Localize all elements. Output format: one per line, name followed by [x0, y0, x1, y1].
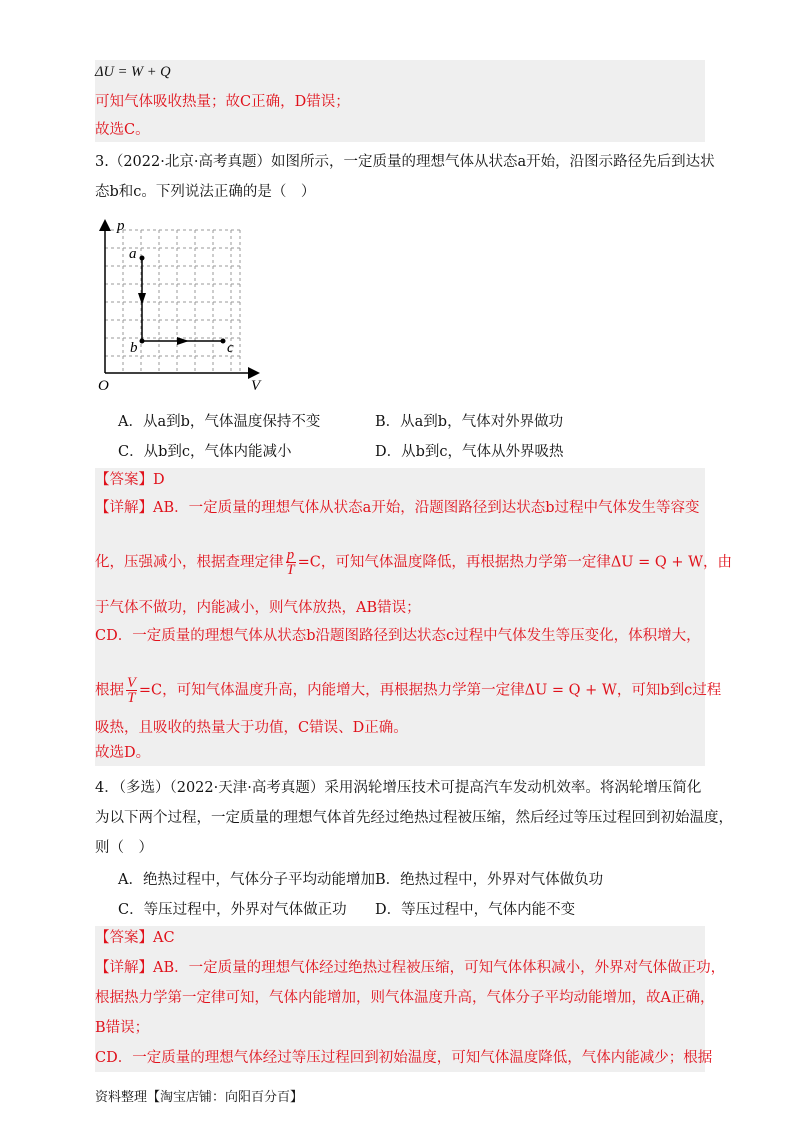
q3-detail-5b: =C，可知气体温度升高，内能增大，再根据热力学第一定律ΔU = Q + W，可知b到c过程 [138, 682, 722, 699]
label-b: b [130, 340, 138, 356]
formula-delta-u: ΔU = W + Q [95, 64, 171, 80]
point-c [221, 339, 226, 344]
q3-answer-block [95, 468, 733, 766]
q4-option-c: C．等压过程中，外界对气体做正功 [118, 902, 347, 918]
q3-option-b: B．从a到b，气体对外界做功 [375, 414, 564, 430]
q4-answer: 【答案】AC [95, 930, 175, 946]
q4-stem-line2: 为以下两个过程，一定质量的理想气体首先经过绝热过程被压缩，然后经过等压过程回到初始温度， [95, 810, 733, 826]
arrow-ab [138, 293, 146, 305]
prev-choice: 故选C。 [95, 122, 150, 138]
label-a: a [129, 246, 137, 262]
label-p: p [117, 218, 125, 234]
q3-fraction-p-over-t: $\frac{p}{T}$ [286, 547, 295, 578]
q4-detail-2: 根据热力学第一定律可知，气体内能增加，则气体温度升高，气体分子平均动能增加，故A正确， [95, 990, 715, 1006]
q3-detail-1: 【详解】AB．一定质量的理想气体从状态a开始，沿题图路径到达状态b过程中气体发生等容变 [95, 500, 700, 516]
q3-fraction-v-over-t: $\frac{V}{T}$ [127, 675, 136, 706]
q3-detail-3: 于气体不做功，内能减小，则气体放热，AB错误； [95, 600, 421, 616]
prev-conclusion: 可知气体吸收热量；故C正确，D错误； [95, 94, 350, 110]
q4-detail-3: B错误； [95, 1020, 150, 1036]
q4-option-b: B．绝热过程中，外界对气体做负功 [375, 872, 604, 888]
q4-stem-line3: 则（ ） [95, 840, 153, 856]
q3-stem-line2: 态b和c。下列说法正确的是（ ） [95, 184, 316, 200]
q3-detail-5 [95, 676, 721, 705]
pv-graph [95, 210, 275, 395]
q3-option-c: C．从b到c，气体内能减小 [118, 444, 292, 460]
q3-detail-4: CD．一定质量的理想气体从状态b沿题图路径到达状态c过程中气体发生等压变化，体积增大， [95, 628, 701, 644]
label-o: O [98, 378, 109, 394]
q4-stem-line1: 4．（多选）（2022·天津·高考真题）采用涡轮增压技术可提高汽车发动机效率。将涡轮增压简化 [95, 780, 702, 796]
q4-option-a: A．绝热过程中，气体分子平均动能增加 [118, 872, 375, 888]
q3-answer: 【答案】D [95, 472, 165, 488]
q4-option-d: D．等压过程中，气体内能不变 [375, 902, 576, 918]
q3-option-a: A．从a到b，气体温度保持不变 [118, 414, 321, 430]
question-4 [95, 776, 733, 856]
q3-detail-5a: 根据 [95, 682, 124, 699]
q3-detail-2a: 化，压强减小，根据查理定律 [95, 554, 284, 571]
point-b [140, 339, 145, 344]
q3-detail-6: 吸热，且吸收的热量大于功值，C错误、D正确。 [95, 720, 408, 736]
q4-detail-1: 【详解】AB．一定质量的理想气体经过绝热过程被压缩，可知气体体积减小，外界对气体做正功， [95, 960, 726, 976]
point-a [140, 256, 145, 261]
label-c: c [227, 340, 234, 356]
q3-stem-line1: 3.（2022·北京·高考真题）如图所示，一定质量的理想气体从状态a开始，沿图示路径先后到达状 [95, 154, 715, 170]
question-3 [95, 150, 715, 200]
q3-choice: 故选D。 [95, 745, 151, 761]
q4-detail-4: CD．一定质量的理想气体经过等压过程回到初始温度，可知气体温度降低，气体内能减少；根据 [95, 1050, 713, 1066]
q4-answer-block [95, 926, 726, 1072]
q3-detail-2 [95, 548, 732, 577]
q3-detail-2b: =C，可知气体温度降低，再根据热力学第一定律ΔU = Q + W，由 [297, 554, 733, 571]
label-v: V [251, 378, 261, 394]
prev-answer-block [95, 60, 705, 142]
page-footer: 资料整理【淘宝店铺：向阳百分百】 [95, 1090, 304, 1105]
q3-option-d: D．从b到c，气体从外界吸热 [375, 444, 564, 460]
